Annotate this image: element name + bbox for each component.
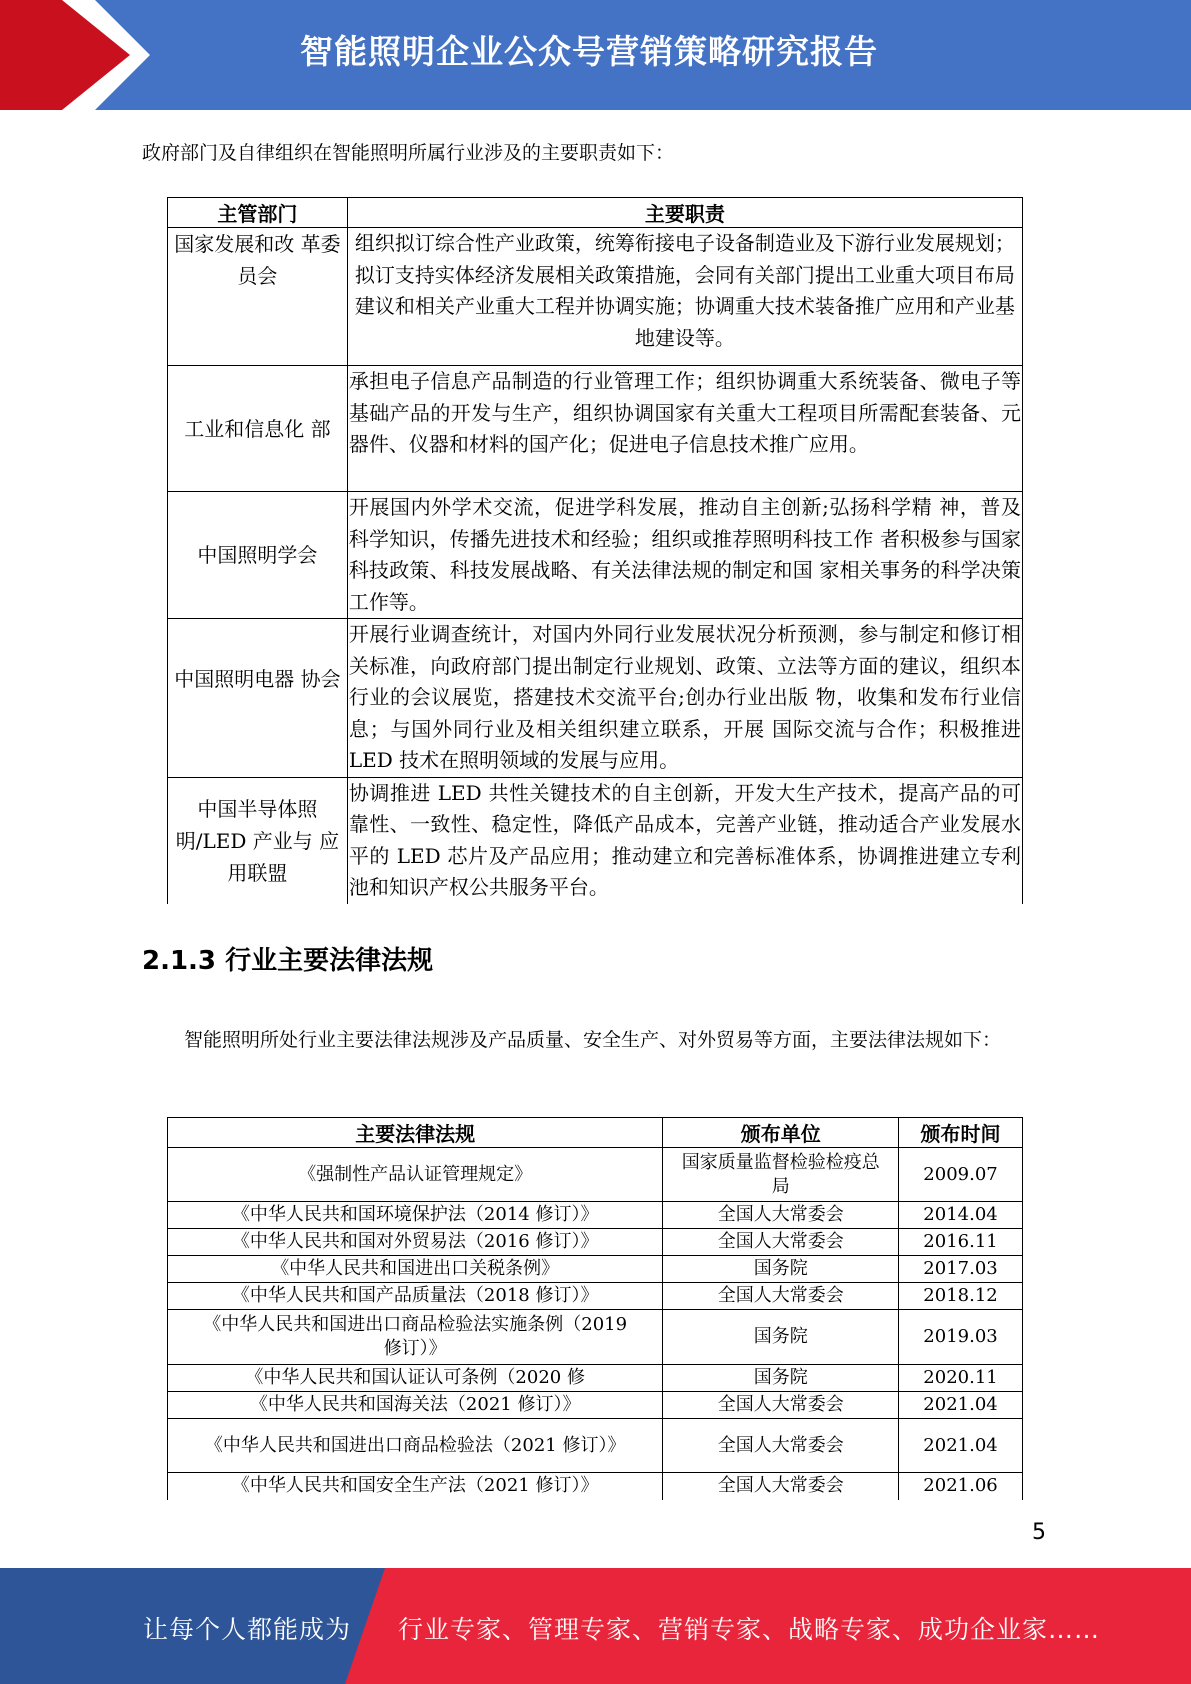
law-cell: 《中华人民共和国进出口商品检验法实施条例（2019 修订）》 <box>168 1310 663 1365</box>
department-cell: 中国照明学会 <box>168 492 348 619</box>
column-header: 主要职责 <box>347 198 1022 228</box>
report-title: 智能照明企业公众号营销策略研究报告 <box>300 32 878 71</box>
date-cell: 2017.03 <box>899 1256 1023 1283</box>
law-cell: 《中华人民共和国对外贸易法（2016 修订）》 <box>168 1229 663 1256</box>
issuer-cell: 全国人大常委会 <box>663 1202 899 1229</box>
department-cell: 中国半导体照 明/LED 产业与 应用联盟 <box>168 777 348 904</box>
issuer-cell: 国务院 <box>663 1256 899 1283</box>
column-header: 颁布时间 <box>899 1118 1023 1148</box>
table-header-row <box>168 198 1023 228</box>
duty-cell: 开展国内外学术交流，促进学科发展，推动自主创新;弘扬科学精 神，普及科学知识，传播先进技术和经验；组织或推荐照明科技工作 者积极参与国家科技政策、科技发展战略、有关法律法规的制定和国 家相关事务的科学决策工作等。 <box>347 492 1022 619</box>
table-row <box>168 492 1023 619</box>
duty-cell: 协调推进 LED 共性关键技术的自主创新，开发大生产技术，提高产品的可靠性、一致性、稳定性，降低产品成本，完善产业链，推动适合产业发展水平的 LED 芯片及产品应用；推动建立和完善标准体系，协调推进建立专利池和知识产权公共服务平台。 <box>347 777 1022 904</box>
table-row <box>168 1310 1023 1365</box>
department-cell: 国家发展和改 革委员会 <box>168 228 348 366</box>
table-row <box>168 1202 1023 1229</box>
table-header-row <box>168 1118 1023 1148</box>
table-row <box>168 1229 1023 1256</box>
intro-text: 政府部门及自律组织在智能照明所属行业涉及的主要职责如下： <box>142 142 675 164</box>
law-cell: 《中华人民共和国环境保护法（2014 修订）》 <box>168 1202 663 1229</box>
report-footer <box>0 1568 1191 1684</box>
department-cell: 工业和信息化 部 <box>168 366 348 492</box>
law-cell: 《强制性产品认证管理规定》 <box>168 1148 663 1202</box>
law-cell: 《中华人民共和国进出口关税条例》 <box>168 1256 663 1283</box>
table-row <box>168 1473 1023 1500</box>
section-paragraph: 智能照明所处行业主要法律法规涉及产品质量、安全生产、对外贸易等方面，主要法律法规如下： <box>184 1029 1002 1051</box>
issuer-cell: 全国人大常委会 <box>663 1229 899 1256</box>
table-row <box>168 1419 1023 1473</box>
column-header: 主要法律法规 <box>168 1118 663 1148</box>
column-header: 主管部门 <box>168 198 348 228</box>
report-header <box>0 0 1191 110</box>
law-cell: 《中华人民共和国海关法（2021 修订）》 <box>168 1392 663 1419</box>
laws-table <box>167 1117 1023 1500</box>
duty-cell: 承担电子信息产品制造的行业管理工作；组织协调重大系统装备、微电子等基础产品的开发与生产，组织协调国家有关重大工程项目所需配套装备、元器件、仪器和材料的国产化；促进电子信息技术推广应用。 <box>347 366 1022 492</box>
issuer-cell: 国家质量监督检验检疫总局 <box>663 1148 899 1202</box>
table-row <box>168 228 1023 366</box>
date-cell: 2014.04 <box>899 1202 1023 1229</box>
column-header: 颁布单位 <box>663 1118 899 1148</box>
table-row <box>168 1283 1023 1310</box>
date-cell: 2021.06 <box>899 1473 1023 1500</box>
table-row <box>168 777 1023 904</box>
page-number: 5 <box>1032 1520 1046 1545</box>
issuer-cell: 国务院 <box>663 1365 899 1392</box>
issuer-cell: 全国人大常委会 <box>663 1473 899 1500</box>
footer-slogan-right: 行业专家、管理专家、营销专家、战略专家、成功企业家…… <box>398 1615 1101 1644</box>
date-cell: 2021.04 <box>899 1392 1023 1419</box>
law-cell: 《中华人民共和国认证认可条例（2020 修 <box>168 1365 663 1392</box>
issuer-cell: 全国人大常委会 <box>663 1392 899 1419</box>
issuer-cell: 全国人大常委会 <box>663 1283 899 1310</box>
date-cell: 2009.07 <box>899 1148 1023 1202</box>
department-cell: 中国照明电器 协会 <box>168 619 348 778</box>
date-cell: 2020.11 <box>899 1365 1023 1392</box>
table-row <box>168 1148 1023 1202</box>
table-row <box>168 1365 1023 1392</box>
date-cell: 2021.04 <box>899 1419 1023 1473</box>
section-heading: 2.1.3 行业主要法律法规 <box>142 946 434 976</box>
footer-slogan-left: 让每个人都能成为 <box>143 1615 352 1644</box>
date-cell: 2018.12 <box>899 1283 1023 1310</box>
duty-cell: 开展行业调查统计，对国内外同行业发展状况分析预测，参与制定和修订相关标准，向政府部门提出制定行业规划、政策、立法等方面的建议，组织本行业的会议展览，搭建技术交流平台;创办行业出版 物，收集和发布行业信息；与国外同行业及相关组织建立联系，开展 国际交流与合作；积极推进 LED 技术在照明领域的发展与应用。 <box>347 619 1022 778</box>
law-cell: 《中华人民共和国产品质量法（2018 修订）》 <box>168 1283 663 1310</box>
issuer-cell: 全国人大常委会 <box>663 1419 899 1473</box>
duty-cell: 组织拟订综合性产业政策，统筹衔接电子设备制造业及下游行业发展规划；拟订支持实体经济发展相关政策措施，会同有关部门提出工业重大项目布局建议和相关产业重大工程并协调实施；协调重大技术装备推广应用和产业基地建设等。 <box>347 228 1022 366</box>
table-row <box>168 619 1023 778</box>
date-cell: 2019.03 <box>899 1310 1023 1365</box>
regulators-table <box>167 197 1023 904</box>
date-cell: 2016.11 <box>899 1229 1023 1256</box>
law-cell: 《中华人民共和国安全生产法（2021 修订）》 <box>168 1473 663 1500</box>
table-row <box>168 1392 1023 1419</box>
issuer-cell: 国务院 <box>663 1310 899 1365</box>
table-row <box>168 366 1023 492</box>
table-row <box>168 1256 1023 1283</box>
law-cell: 《中华人民共和国进出口商品检验法（2021 修订）》 <box>168 1419 663 1473</box>
